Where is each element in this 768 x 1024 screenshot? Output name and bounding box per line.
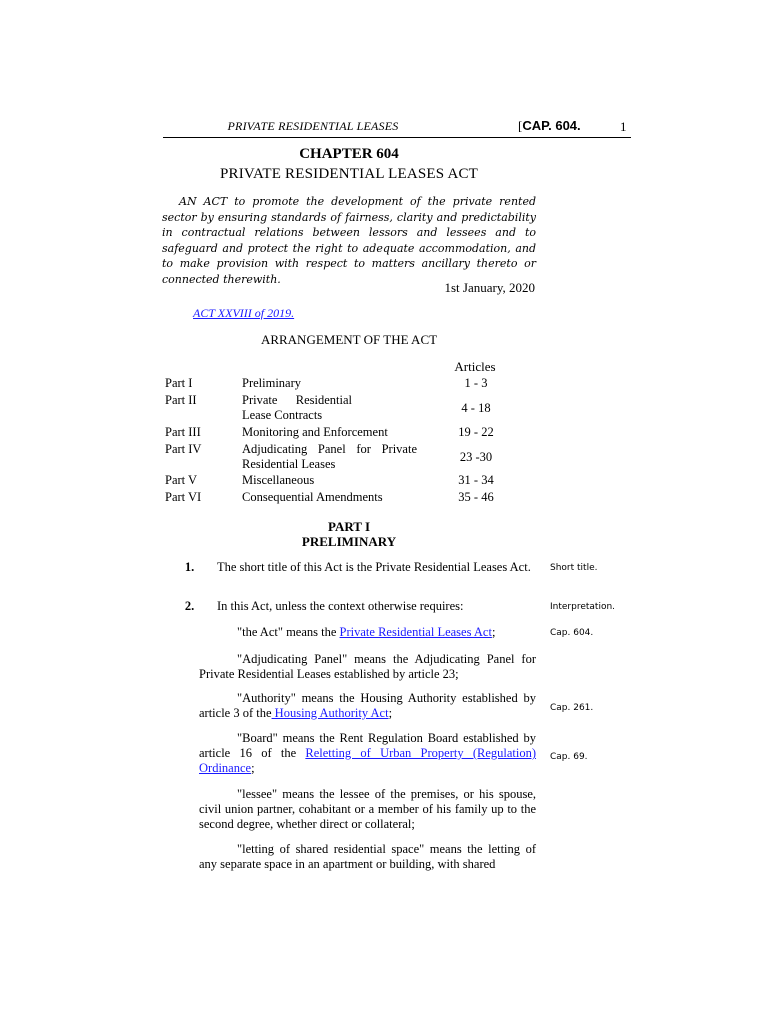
toc-articles: 35 - 46 (458, 490, 494, 504)
definition-shared-space: "letting of shared residential space" means the letting of any separate space in an apartment or building, with shared (199, 842, 536, 871)
toc-part: Part V (165, 473, 198, 487)
act-preamble: AN ACT to promote the development of the private rented sector by ensuring standards of fairness, clarity and predictability in contractual relations between lessors and lessees and to safeguard and protect the right to adequate accommodation, and to make provision with respect to matters ancillary thereto or connected therewith. (162, 195, 536, 286)
cap-label: CAP. 604. (522, 118, 581, 133)
margin-note: Cap. 604. (550, 628, 594, 638)
article-text: The short title of this Act is the Private Residential Leases Act. (217, 560, 531, 574)
definition-punct: ; (388, 706, 393, 720)
housing-authority-act-link[interactable]: Housing Authority Act (271, 706, 389, 720)
part-title: PRELIMINARY (301, 534, 397, 549)
commencement-date: 1st January, 2020 (444, 280, 535, 295)
definition-authority (199, 691, 536, 721)
article-number: 2. (184, 599, 195, 613)
part-heading (163, 519, 535, 549)
toc-title: Adjudicating Panel for Private Residential Leases (242, 442, 417, 471)
definition-lessee: "lessee" means the lessee of the premises, or his spouse, civil union partner, cohabitant or a member of his family up to the second degree, whether direct or collateral; (199, 787, 536, 831)
article-number: 1. (184, 560, 195, 574)
toc-part: Part I (165, 376, 193, 390)
article-2 (162, 599, 536, 614)
definition-act (199, 625, 536, 640)
toc-part: Part II (165, 393, 197, 407)
act-link[interactable]: Private Residential Leases Act (339, 625, 492, 639)
header-rule (163, 137, 631, 138)
cap-bracket: [ (518, 118, 523, 133)
act-reference-link[interactable]: ACT XXVIII of 2019. (193, 306, 295, 320)
toc-part: Part III (165, 425, 201, 439)
article-text: In this Act, unless the context otherwise requires: (217, 599, 464, 613)
toc-articles: 23 -30 (459, 450, 493, 464)
toc-part: Part IV (165, 442, 202, 456)
margin-note: Cap. 261. (550, 703, 594, 713)
margin-note: Cap. 69. (550, 752, 588, 762)
toc-articles: 19 - 22 (458, 425, 494, 439)
act-title: PRIVATE RESIDENTIAL LEASES ACT (219, 166, 479, 182)
margin-note: Short title. (550, 563, 598, 573)
toc-title: Consequential Amendments (242, 490, 383, 504)
toc-title: Monitoring and Enforcement (242, 425, 388, 439)
chapter-reference (518, 118, 581, 134)
definition-punct: ; (491, 625, 496, 639)
margin-note: Interpretation. (550, 602, 616, 612)
article-1 (162, 560, 536, 575)
reletting-ordinance-link[interactable]: Reletting of Urban Property (Regulation) Ordinance (199, 746, 536, 775)
definition-text: "the Act" means the (237, 625, 340, 639)
toc-title: Miscellaneous (242, 473, 315, 487)
definition-text: "Authority" means the Housing Authority established by article 3 of the (199, 691, 536, 720)
toc-title: Private Residential Lease Contracts (242, 393, 352, 422)
page-number: 1 (620, 119, 627, 134)
definition-text: "Board" means the Rent Regulation Board established by article 16 of the (199, 731, 536, 760)
toc-articles: 31 - 34 (458, 473, 494, 487)
part-number: PART I (327, 519, 371, 534)
toc-part: Part VI (165, 490, 202, 504)
toc-title: Preliminary (242, 376, 302, 390)
definition-panel: "Adjudicating Panel" means the Adjudicating Panel for Private Residential Leases established by article 23; (199, 652, 536, 681)
chapter-heading: CHAPTER 604 (299, 146, 399, 162)
toc-articles: 1 - 3 (464, 376, 488, 390)
definition-punct: ; (251, 761, 255, 775)
arrangement-title: ARRANGEMENT OF THE ACT (260, 332, 438, 347)
toc-articles: 4 - 18 (461, 401, 491, 415)
articles-column-header: Articles (454, 359, 496, 374)
definition-board (199, 731, 536, 776)
running-header-title: PRIVATE RESIDENTIAL LEASES (227, 119, 399, 133)
